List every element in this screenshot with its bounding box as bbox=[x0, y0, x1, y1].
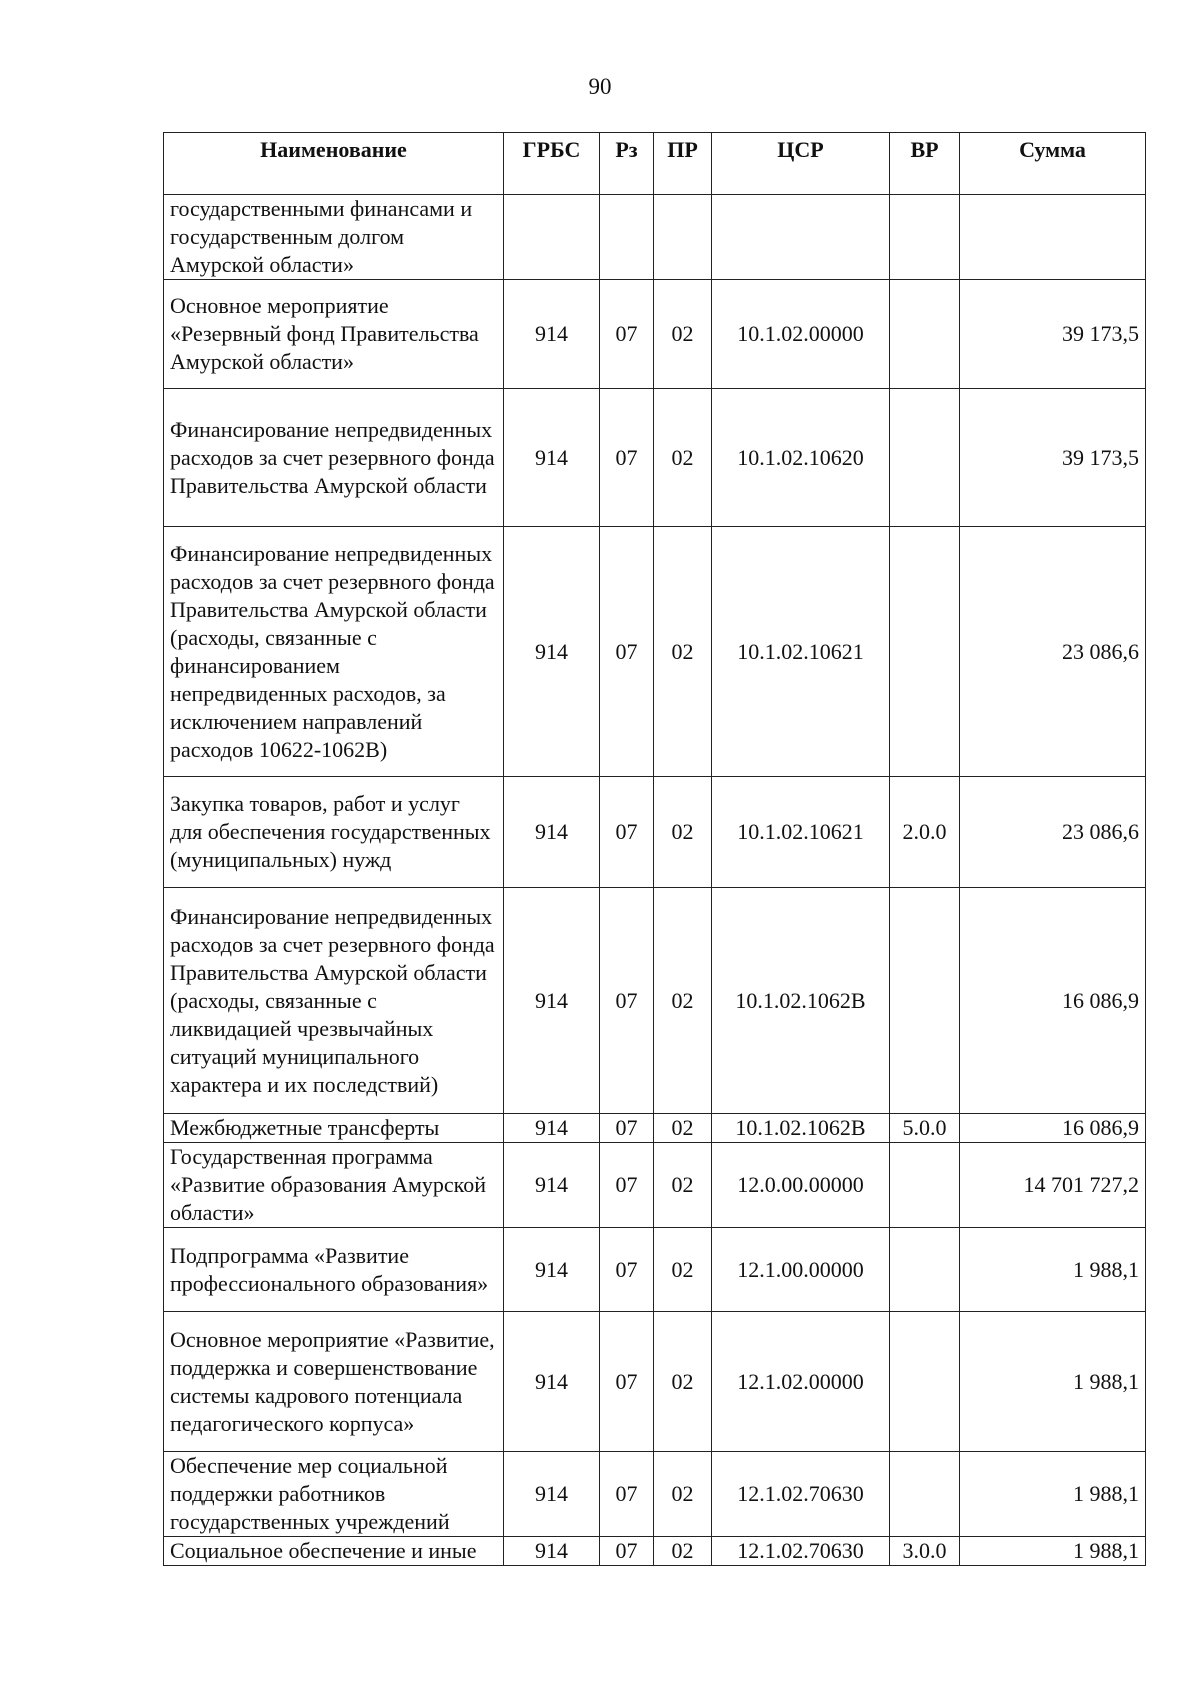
table-row bbox=[164, 1228, 1146, 1312]
cell-grbs: 914 bbox=[504, 777, 600, 888]
cell-vr: 3.0.0 bbox=[890, 1537, 960, 1566]
cell-name: государственными финансами и государственным долгом Амурской области» bbox=[164, 195, 504, 280]
table-header-row bbox=[164, 133, 1146, 195]
cell-name: Обеспечение мер социальной поддержки работников государственных учреждений bbox=[164, 1452, 504, 1537]
table-row bbox=[164, 389, 1146, 527]
cell-pr: 02 bbox=[654, 1312, 712, 1452]
cell-csr: 10.1.02.1062В bbox=[712, 1114, 890, 1143]
cell-csr: 10.1.02.10621 bbox=[712, 527, 890, 777]
cell-vr bbox=[890, 1143, 960, 1228]
cell-sum: 1 988,1 bbox=[960, 1537, 1146, 1566]
cell-sum: 39 173,5 bbox=[960, 280, 1146, 389]
cell-rz: 07 bbox=[600, 888, 654, 1114]
cell-name: Межбюджетные трансферты bbox=[164, 1114, 504, 1143]
cell-vr bbox=[890, 389, 960, 527]
table-row bbox=[164, 280, 1146, 389]
cell-grbs: 914 bbox=[504, 888, 600, 1114]
cell-pr: 02 bbox=[654, 888, 712, 1114]
cell-vr bbox=[890, 195, 960, 280]
cell-pr: 02 bbox=[654, 1537, 712, 1566]
cell-csr: 12.1.02.70630 bbox=[712, 1452, 890, 1537]
table-row bbox=[164, 527, 1146, 777]
cell-pr: 02 bbox=[654, 1143, 712, 1228]
cell-pr: 02 bbox=[654, 1452, 712, 1537]
cell-vr: 2.0.0 bbox=[890, 777, 960, 888]
cell-csr: 10.1.02.1062В bbox=[712, 888, 890, 1114]
header-grbs: ГРБС bbox=[504, 133, 600, 195]
cell-pr: 02 bbox=[654, 389, 712, 527]
cell-sum: 39 173,5 bbox=[960, 389, 1146, 527]
cell-name: Основное мероприятие «Резервный фонд Правительства Амурской области» bbox=[164, 280, 504, 389]
cell-csr: 10.1.02.00000 bbox=[712, 280, 890, 389]
cell-csr: 12.1.00.00000 bbox=[712, 1228, 890, 1312]
budget-table bbox=[163, 132, 1146, 1566]
header-sum: Сумма bbox=[960, 133, 1146, 195]
cell-grbs: 914 bbox=[504, 1143, 600, 1228]
header-pr: ПР bbox=[654, 133, 712, 195]
cell-rz: 07 bbox=[600, 1143, 654, 1228]
cell-sum: 1 988,1 bbox=[960, 1312, 1146, 1452]
table-row bbox=[164, 1143, 1146, 1228]
header-rz: Рз bbox=[600, 133, 654, 195]
header-vr: ВР bbox=[890, 133, 960, 195]
table-row bbox=[164, 1537, 1146, 1566]
cell-sum: 16 086,9 bbox=[960, 1114, 1146, 1143]
cell-vr bbox=[890, 527, 960, 777]
cell-rz: 07 bbox=[600, 389, 654, 527]
cell-grbs: 914 bbox=[504, 1312, 600, 1452]
cell-csr: 12.0.00.00000 bbox=[712, 1143, 890, 1228]
cell-rz: 07 bbox=[600, 280, 654, 389]
cell-name: Государственная программа «Развитие образования Амурской области» bbox=[164, 1143, 504, 1228]
table-row bbox=[164, 777, 1146, 888]
cell-name: Финансирование непредвиденных расходов за счет резервного фонда Правительства Амурской области (расходы, связанные с финансированием непредвиденных расходов, за исключением направлений расходов 10622-1062В) bbox=[164, 527, 504, 777]
cell-rz: 07 bbox=[600, 1452, 654, 1537]
cell-name: Социальное обеспечение и иные bbox=[164, 1537, 504, 1566]
cell-pr: 02 bbox=[654, 527, 712, 777]
page-number: 90 bbox=[588, 74, 612, 99]
cell-grbs bbox=[504, 195, 600, 280]
cell-sum: 14 701 727,2 bbox=[960, 1143, 1146, 1228]
cell-name: Основное мероприятие «Развитие, поддержка и совершенствование системы кадрового потенциала педагогического корпуса» bbox=[164, 1312, 504, 1452]
cell-grbs: 914 bbox=[504, 280, 600, 389]
cell-rz: 07 bbox=[600, 1312, 654, 1452]
cell-rz: 07 bbox=[600, 527, 654, 777]
table-row bbox=[164, 1312, 1146, 1452]
cell-name: Финансирование непредвиденных расходов за счет резервного фонда Правительства Амурской области (расходы, связанные с ликвидацией чрезвычайных ситуаций муниципального характера и их последствий) bbox=[164, 888, 504, 1114]
cell-vr bbox=[890, 1312, 960, 1452]
cell-csr: 12.1.02.00000 bbox=[712, 1312, 890, 1452]
cell-rz: 07 bbox=[600, 1114, 654, 1143]
cell-grbs: 914 bbox=[504, 527, 600, 777]
table-row bbox=[164, 1114, 1146, 1143]
cell-vr bbox=[890, 1452, 960, 1537]
cell-pr: 02 bbox=[654, 777, 712, 888]
table-row bbox=[164, 888, 1146, 1114]
cell-pr bbox=[654, 195, 712, 280]
cell-rz: 07 bbox=[600, 1228, 654, 1312]
cell-rz bbox=[600, 195, 654, 280]
cell-csr: 10.1.02.10621 bbox=[712, 777, 890, 888]
cell-vr bbox=[890, 888, 960, 1114]
cell-vr bbox=[890, 1228, 960, 1312]
cell-pr: 02 bbox=[654, 1114, 712, 1143]
cell-grbs: 914 bbox=[504, 1537, 600, 1566]
cell-sum: 16 086,9 bbox=[960, 888, 1146, 1114]
cell-grbs: 914 bbox=[504, 1452, 600, 1537]
cell-name: Финансирование непредвиденных расходов за счет резервного фонда Правительства Амурской области bbox=[164, 389, 504, 527]
cell-csr: 12.1.02.70630 bbox=[712, 1537, 890, 1566]
cell-sum: 23 086,6 bbox=[960, 527, 1146, 777]
cell-sum bbox=[960, 195, 1146, 280]
cell-grbs: 914 bbox=[504, 389, 600, 527]
cell-sum: 1 988,1 bbox=[960, 1452, 1146, 1537]
cell-sum: 1 988,1 bbox=[960, 1228, 1146, 1312]
cell-pr: 02 bbox=[654, 1228, 712, 1312]
cell-csr bbox=[712, 195, 890, 280]
cell-vr bbox=[890, 280, 960, 389]
cell-vr: 5.0.0 bbox=[890, 1114, 960, 1143]
cell-pr: 02 bbox=[654, 280, 712, 389]
table-row bbox=[164, 1452, 1146, 1537]
table-row bbox=[164, 195, 1146, 280]
cell-csr: 10.1.02.10620 bbox=[712, 389, 890, 527]
header-csr: ЦСР bbox=[712, 133, 890, 195]
cell-grbs: 914 bbox=[504, 1114, 600, 1143]
cell-rz: 07 bbox=[600, 1537, 654, 1566]
cell-name: Закупка товаров, работ и услуг для обеспечения государственных (муниципальных) нужд bbox=[164, 777, 504, 888]
cell-grbs: 914 bbox=[504, 1228, 600, 1312]
cell-sum: 23 086,6 bbox=[960, 777, 1146, 888]
cell-name: Подпрограмма «Развитие профессионального образования» bbox=[164, 1228, 504, 1312]
header-name: Наименование bbox=[164, 133, 504, 195]
cell-rz: 07 bbox=[600, 777, 654, 888]
